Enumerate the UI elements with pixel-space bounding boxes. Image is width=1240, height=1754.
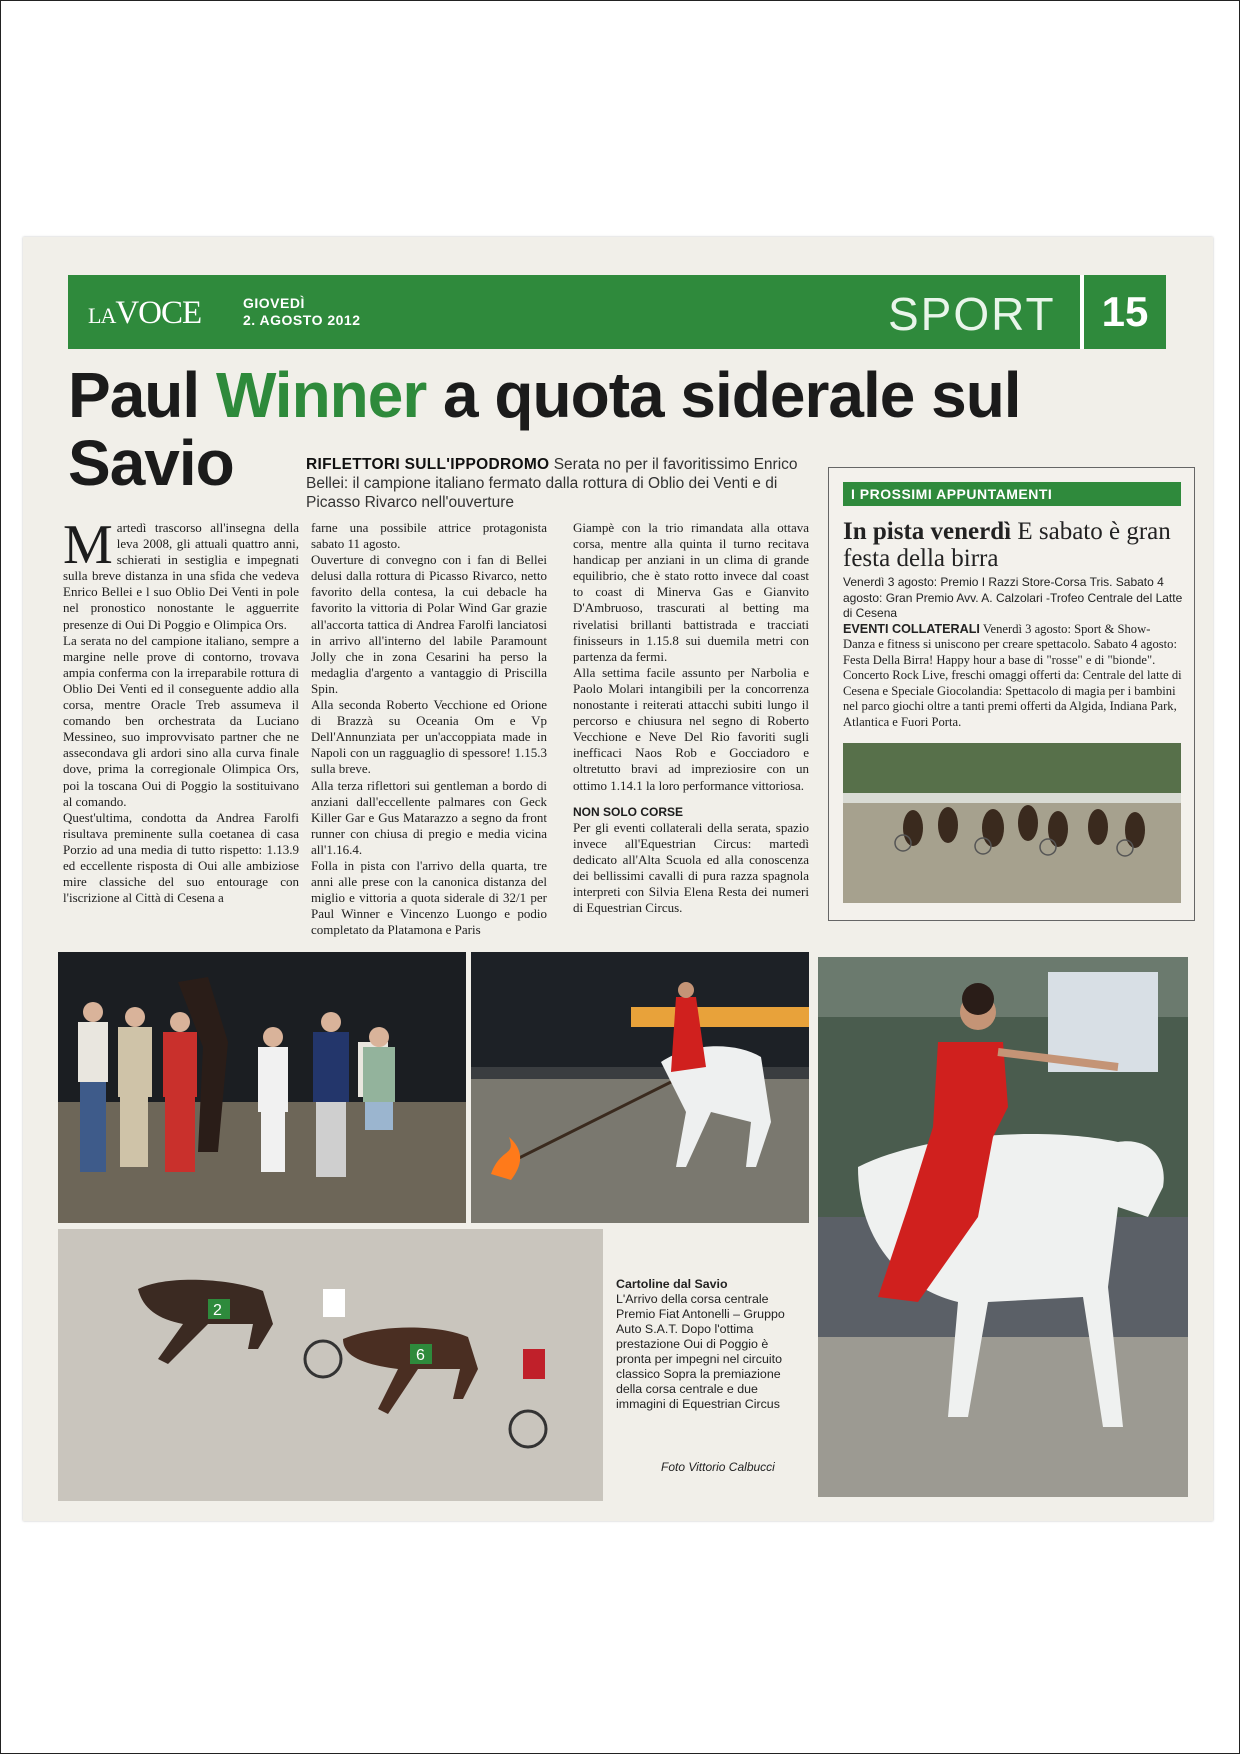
photo-rider-red-dress	[818, 957, 1188, 1497]
kicker: RIFLETTORI SULL'IPPODROMO Serata no per il favoritissimo Enrico Bellei: il campione italiano fermato dalla rottura di Oblio dei Venti e di Picasso Rivarco nell'ouverture	[306, 456, 798, 511]
issue-date: GIOVEDÌ 2. AGOSTO 2012	[243, 295, 361, 328]
header-bar	[68, 275, 1166, 349]
article-column-2: farne una possibile attrice protagonista sabato 11 agosto. Ouverture di convegno con i fan di Bellei delusi dalla rottura di Picasso Rivarco, netto favorito della contesa, la cui debacle ha favorito la vittoria di Polar Wind Gar grazie all'accorta tattica di Andrea Farolfi lanciatosi in arrivo all'interno del labile Paramount Jolly che in zona Cesarini ha perso la medaglia d'argento a vantaggio di Priscilla Spin. Alla seconda Roberto Vecchione ed Orione di Brazzà su Oceania Om e Vp Dell'Annunziata per un'accoppiata made in Napoli con un ragguaglio di spessore! 1.15.3 sulla breve. Alla terza riflettori sui gentleman a bordo di anziani dall'eccellente palmares con Geck Killer Gar e Gus Matarazzo a segno da front runner con chiusa di pregio e media vicina all'1.16.4. Folla in pista con l'arrivo della quarta, tre anni alle prese con la canonica distanza del miglio e vittoria a quota siderale di 32/1 per Paul Winner e Vincenzo Luongo e podio completato da Platamona e Paris	[311, 520, 547, 938]
photo-equestrian-fire	[471, 952, 809, 1223]
sidebar-upcoming-events	[828, 467, 1195, 921]
sidebar-body: Venerdì 3 agosto: Premio I Razzi Store-Corsa Tris. Sabato 4 agosto: Gran Premio Avv. A. Calzolari -Trofeo Centrale del Latte di Cesena EVENTI COLLATERALI Venerdì 3 agosto: Sport & Show- Danza e fitness si uniscono per creare spettacolo. Sabato 4 agosto: Festa Della Birra! Happy hour a base di "rosse" e di "bionde". Concerto Rock Live, freschi omaggi offerti da: Centrale del latte di Cesena e Speciale Giocolandia: Spettacolo di magia per i bambini nel parco giochi oltre a tanti premi offerti da Algida, Indiana Park, Atlantica e Fuori Porta.	[843, 575, 1183, 729]
photo-credit: Foto Vittorio Calbucci	[661, 1460, 775, 1474]
sidebar-headline: In pista venerdì E sabato è gran festa della birra	[843, 518, 1171, 572]
saddle-cloth-6: 6	[416, 1347, 425, 1364]
drop-cap: M	[63, 514, 113, 576]
headline: Paul Winner a quota siderale sul Savio	[68, 359, 1021, 499]
masthead-logo: LAVOCE	[88, 295, 202, 331]
photo-award-ceremony	[58, 952, 466, 1223]
subhead-non-solo-corse: NON SOLO CORSE	[573, 804, 684, 819]
photo-caption: Cartoline dal Savio L'Arrivo della corsa centrale Premio Fiat Antonelli – Gruppo Auto S.A.T. Dopo l'ottima prestazione Oui di Poggio è pronta per impegni nel circuito classico Sopra la premiazione della corsa centrale e due immagini di Equestrian Circus	[616, 1277, 785, 1411]
photo-racetrack	[843, 743, 1181, 903]
photo-race-finish	[58, 1229, 603, 1501]
sidebar-title-bar: I PROSSIMI APPUNTAMENTI	[843, 482, 1181, 506]
article-column-3: Giampè con la trio rimandata alla ottava corsa, mentre alla quinta il turno recitava handicap per anziani in un clima di grande equilibrio, che è stato rotto invece dal coast to coast di Minerva Gas e Gianvito D'Ambruoso, trascurati al betting ma rivelatisi brillanti battistrada e tracciati finisseurs in 1.15.8 sui duemila metri con partenza da fermi. Alla settima facile assunto per Narbolia e Paolo Molari intangibili per la concorrenza nonostante i reiterati attacchi subiti lungo il percorso e chiusura nel segno di Roberto Vecchione e Neve Del Rio favoriti sugli inefficaci Naos Rob e Gocciadoro e oltretutto bravi ad impreziosire con un ottimo 1.14.1 la loro performance vittoriosa. NON SOLO CORSE Per gli eventi collaterali della serata, spazio invece all'Equestrian Circus: martedì dedicato all'Alta Scuola ed alla conoscenza dei bellissimi cavalli di pura razza spagnola interpreti con Silvia Elena Resta dei numeri di Equestrian Circus.	[573, 520, 809, 916]
page-number: 15	[1080, 275, 1166, 349]
saddle-cloth-2: 2	[213, 1302, 222, 1319]
newspaper-page	[23, 237, 1213, 1521]
section-label: SPORT	[888, 288, 1056, 340]
article-column-1: Martedì trascorso all'insegna della leva 2008, gli attuali quattro anni, schierati in sestiglia e impegnati sulla breve distanza in una sfida che vedeva Enrico Bellei e l suo Oblio Dei Venti in pole nel pronostico nonostante le agguerrite presenze di Oui Di Poggio e Olimpica Ors. La serata no del campione italiano, sempre a margine nelle prove di contorno, trovava ampia conferma con la irreparabile rottura di Oblio Dei Venti ed il conseguente addio alla corsa, mentre Oracle Treb assumeva il comando ben orchestrata da Luciano Messineo, suo improvvisato partner che ne assecondava gli ardori sino alla curva finale dove, prima la corregionale Olimpica Ors, poi la toscana Oui di Poggio la sostituivano al comando. Quest'ultima, condotta da Andrea Farolfi risultava preminente sulla coetanea di casa Porzio ad una media di tutto rispetto: 1.13.9 ed eccellente risposta di Oui alle ambiziose mire classiche del suo entourage con l'iscrizione al Città di Cesena a	[63, 514, 299, 906]
